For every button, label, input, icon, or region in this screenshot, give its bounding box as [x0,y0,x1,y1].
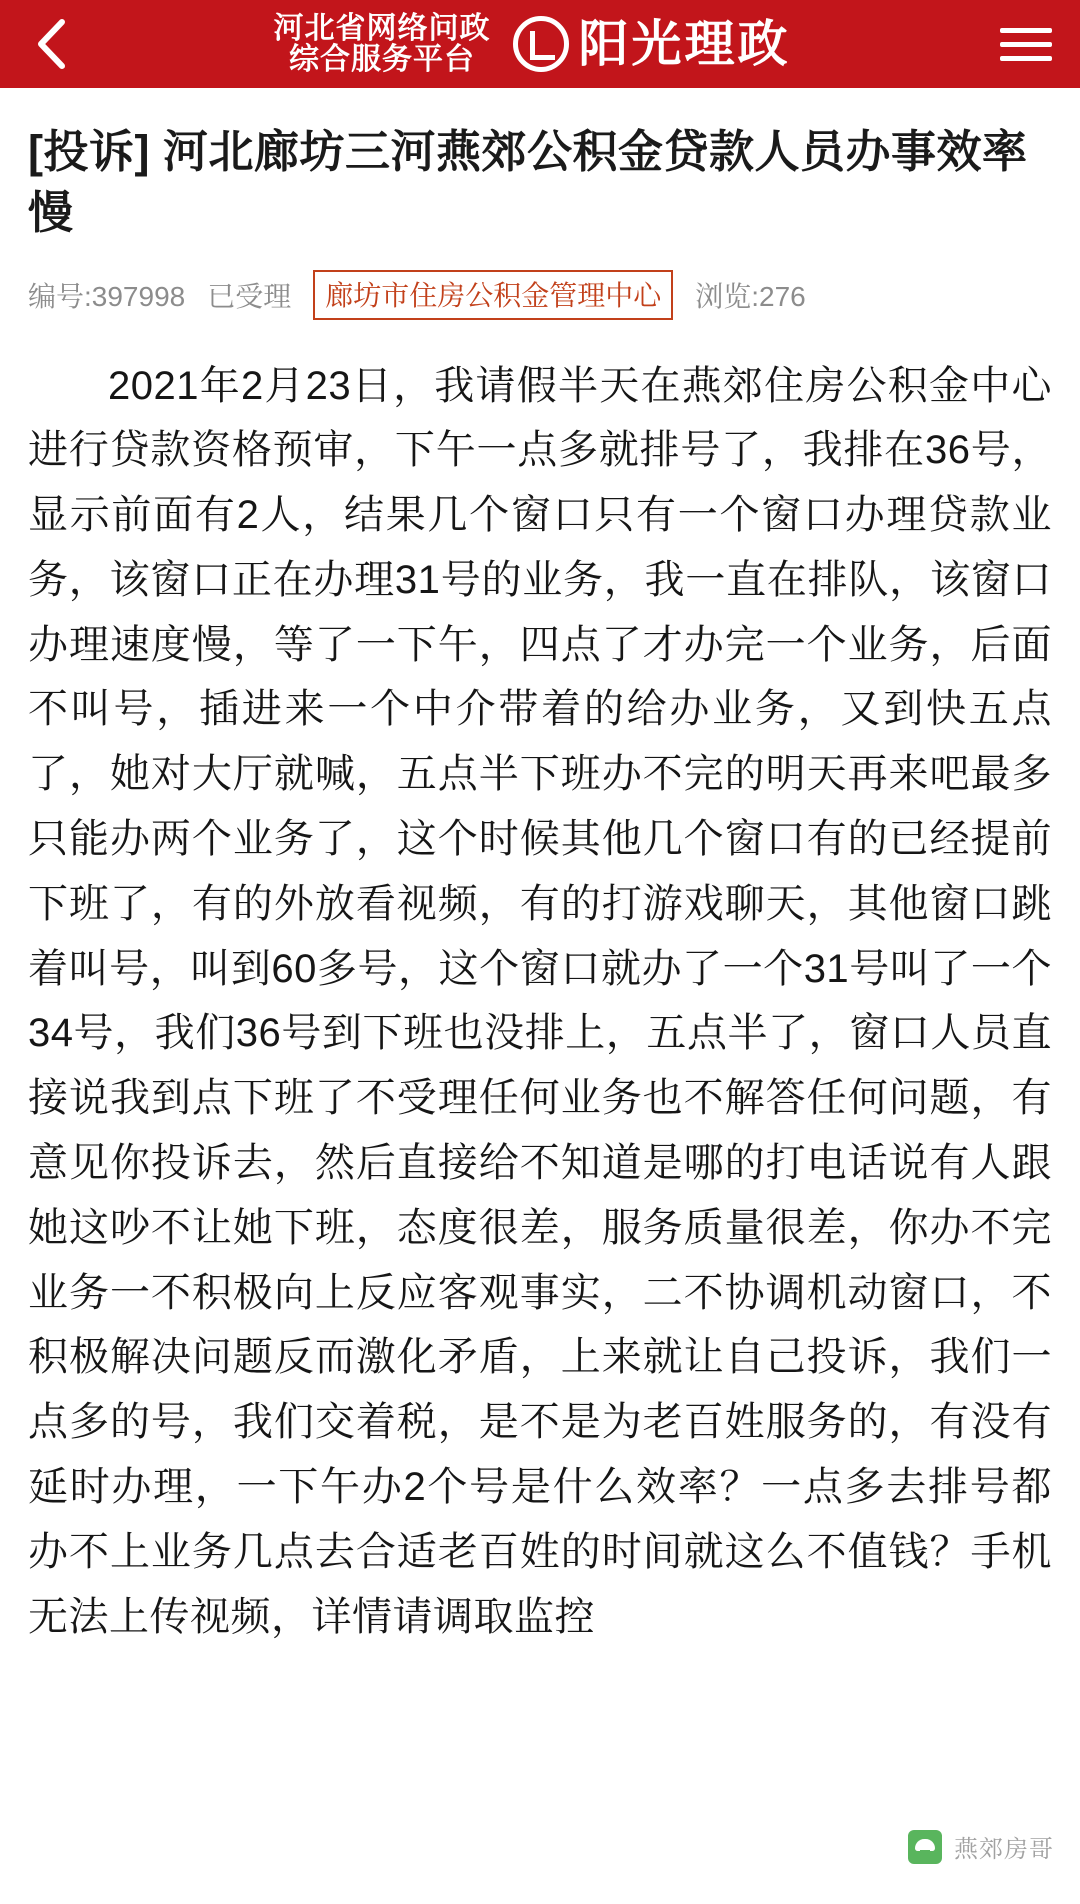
watermark-label: 燕郊房哥 [954,1836,1054,1863]
hamburger-menu-icon[interactable] [1000,18,1052,70]
menu-bar-3 [1000,56,1052,61]
platform-name [274,13,491,76]
brand-title: 阳光理政 [578,16,791,72]
menu-bar-2 [1000,42,1052,47]
platform-name-line2: 综合服务平台 [289,43,475,76]
post-code: 编号:397998 [28,280,186,312]
platform-name-line1: 河北省网络问政 [273,11,491,45]
watermark [908,1829,1054,1864]
sun-government-logo-icon [513,16,569,72]
department-badge[interactable]: 廊坊市住房公积金管理中心 [313,270,673,320]
menu-bar-1 [1000,28,1052,33]
brand-title-group [513,16,791,72]
post-meta [28,270,1052,320]
status-badge: 已受理 [207,280,292,312]
brand-lockup [64,13,1000,76]
app-header [0,0,1080,88]
view-count: 浏览:276 [695,280,806,312]
post-body-text: 2021年2月23日，我请假半天在燕郊住房公积金中心进行贷款资格预审，下午一点多就排号了，我排在36号，显示前面有2人，结果几个窗口只有一个窗口办理贷款业务，该窗口正在办理31号的业务，我一直在排队，该窗口办理速度慢，等了一下午，四点了才办完一个业务，后面不叫号，插进来一个中介带着的给办业务，又到快五点了，她对大厅就喊，五点半下班办不完的明天再来吧最多只能办两个业务了，这个时候其他几个窗口有的已经提前下班了，有的外放看视频，有的打游戏聊天，其他窗口跳着叫号，叫到60多号，这个窗口就办了一个31号叫了一个34号，我们36号到下班也没排上，五点半了，窗口人员直接说我到点下班了不受理任何业务也不解答任何问题，有意见你投诉去，然后直接给不知道是哪的打电话说有人跟她这吵不让她下班，态度很差，服务质量很差，你办不完业务一不积极向上反应客观事实，二不协调机动窗口，不积极解决问题反而激化矛盾，上来就让自己投诉，我们一点多的号，我们交着税，是不是为老百姓服务的，有没有延时办理，一下午办2个号是什么效率？一点多去排号都办不上业务几点去合适老百姓的时间就这么不值钱？手机无法上传视频，详情请调取监控 [28,363,1052,1639]
post-container [0,88,1080,1649]
page-title: [投诉] 河北廊坊三河燕郊公积金贷款人员办事效率慢 [28,126,1028,238]
wechat-account-avatar-icon [908,1830,942,1864]
chevron-left-icon [34,17,68,71]
